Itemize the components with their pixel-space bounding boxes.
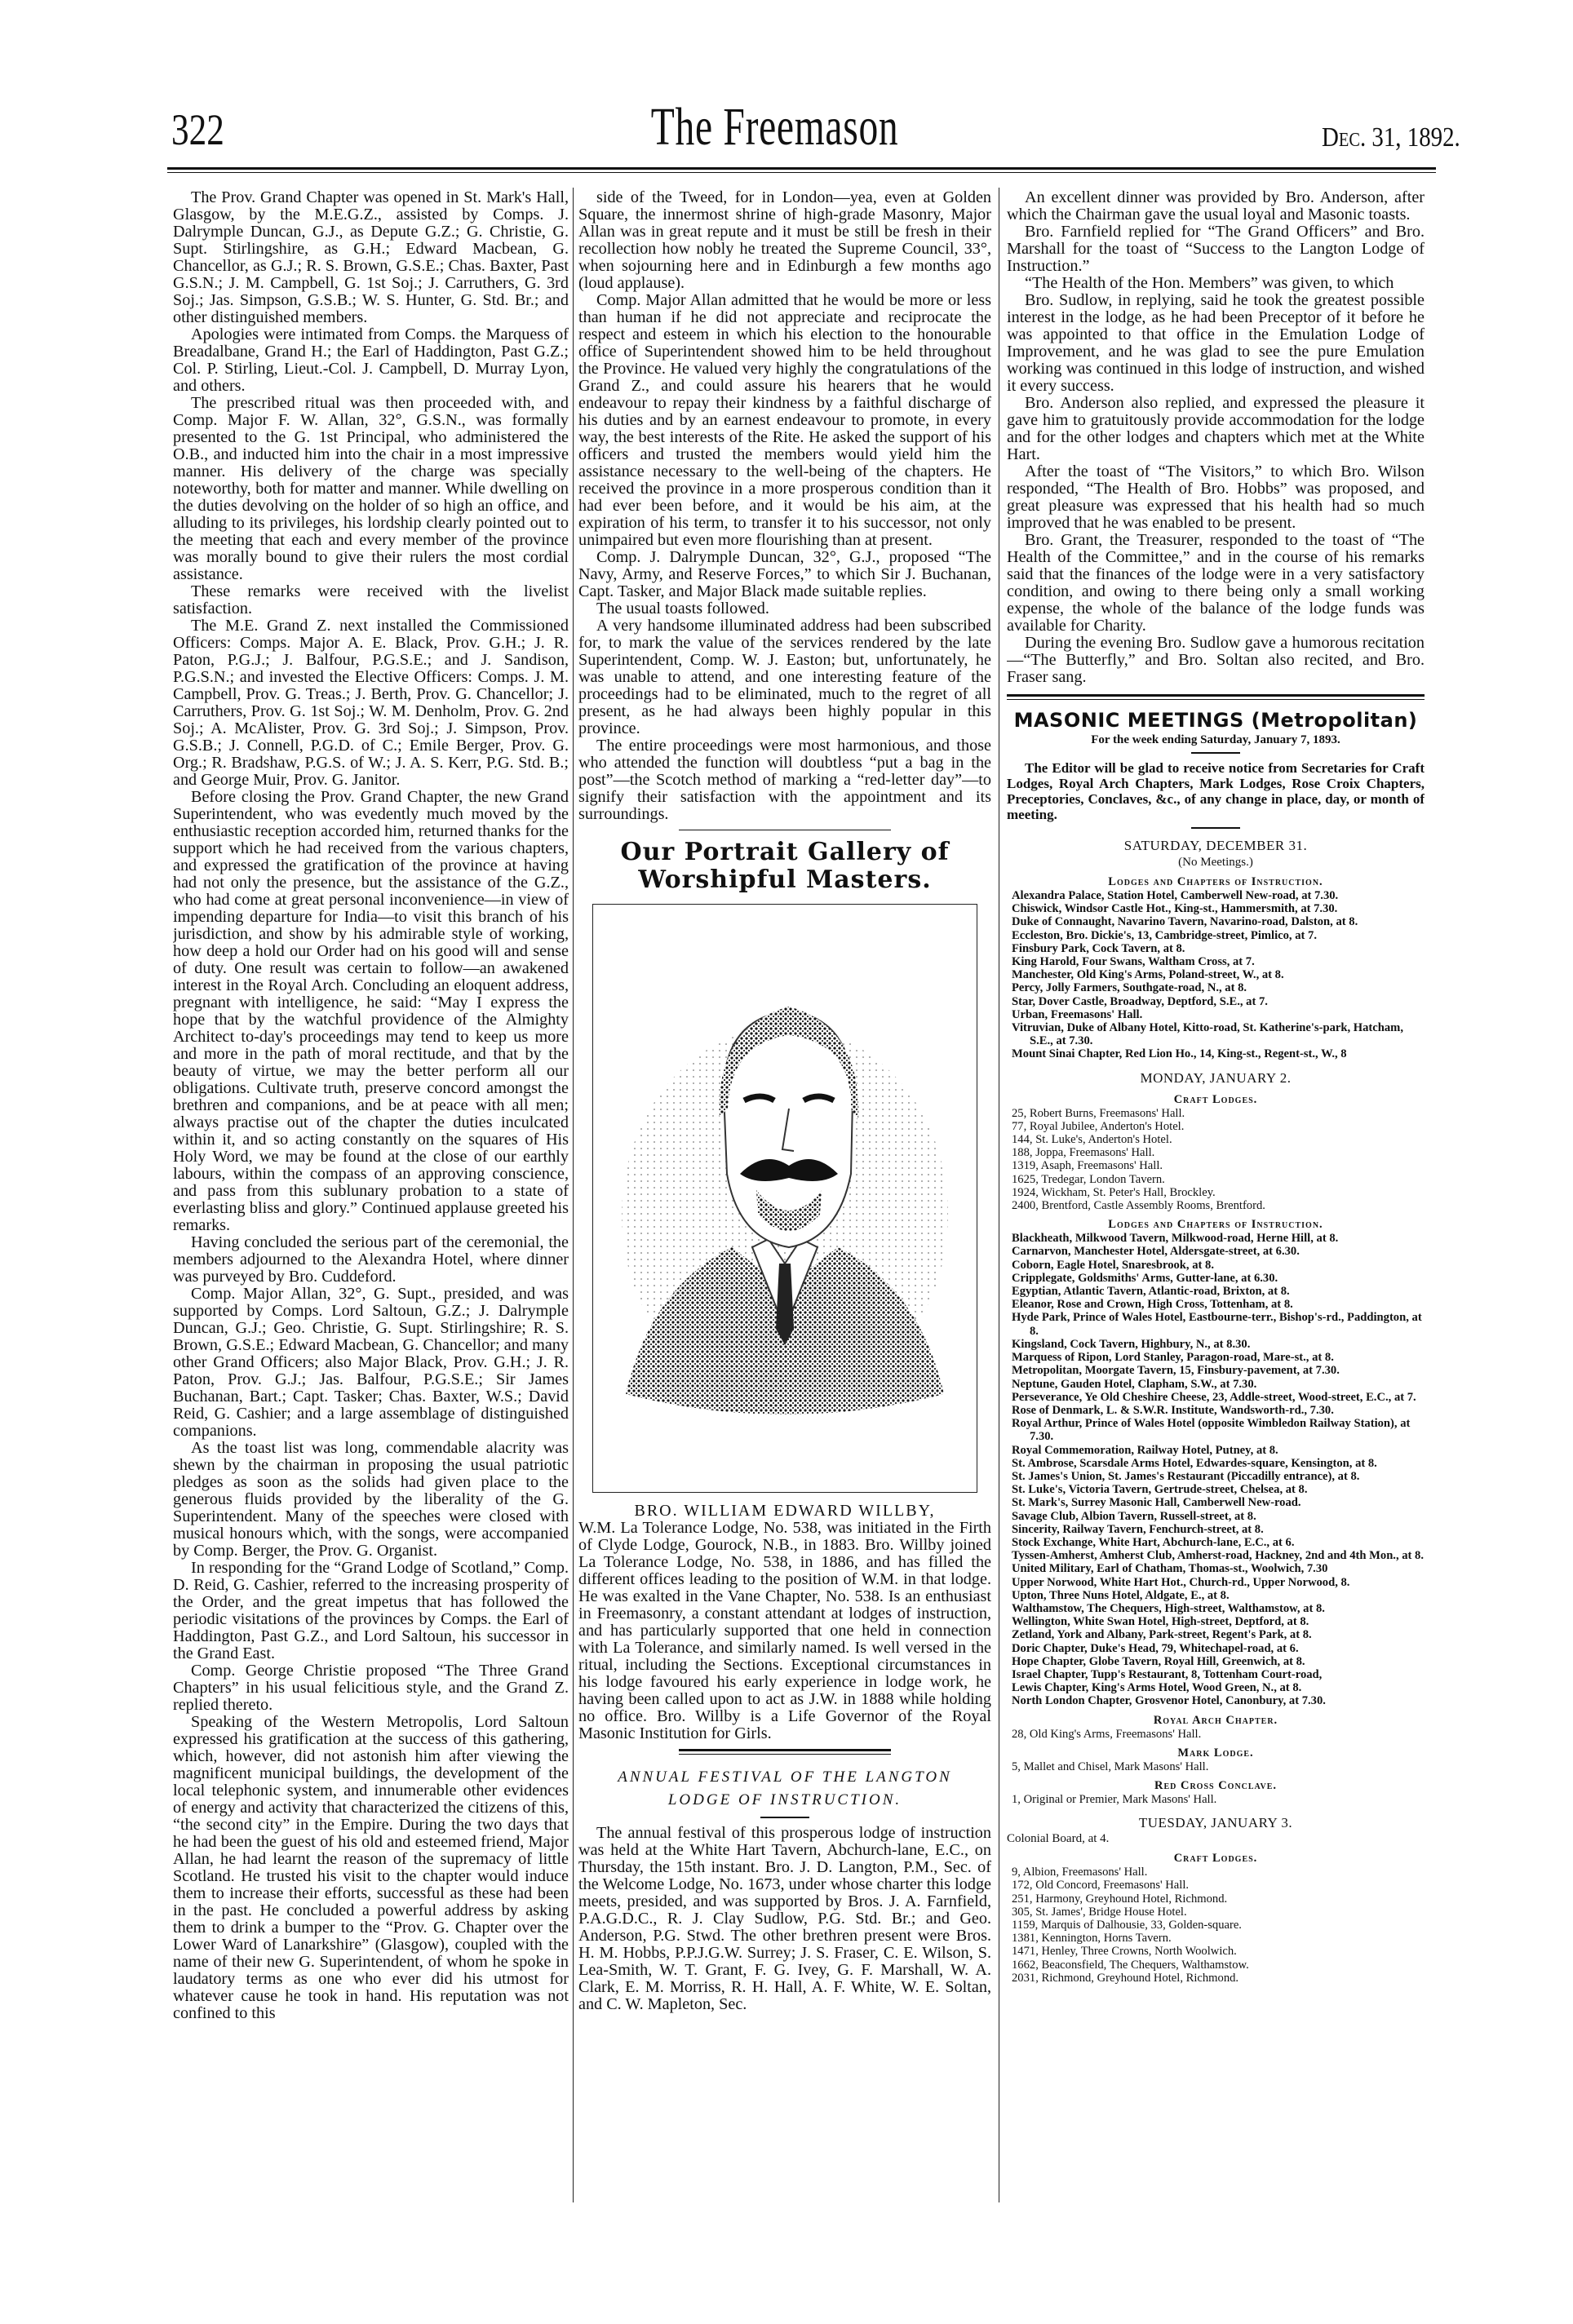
column-divider [573, 188, 574, 2202]
article-continuation [578, 189, 991, 823]
paragraph: Having concluded the serious part of the ceremonial, the members adjourned to the Alexandra Hotel, where dinner was purveyed by Bro. Cuddeford. [173, 1233, 569, 1286]
short-rule [1191, 752, 1240, 754]
meeting-entry: Eccleston, Bro. Dickie's, 13, Cambridge-street, Pimlico, at 7. [1012, 928, 1317, 942]
paragraph: Speaking of the Western Metropolis, Lord Saltoun expressed his gratification at the success of this gathering, which, however, did not astonish him after viewing the magnificent municipal buildings, the development of the local telephonic system, and innumerable other evidences of energy and activity that characterized the citizens of this, “the second city” in the Empire. During the two days that he had been the guest of his old and esteemed friend, Major Allan, he had learnt the reason of the supremacy of little Scotland. He trusted his visit to the chapter would induce them to increase their efforts, successful as these had been in the past. He concluded a powerful address by asking them to drink a bumper to the “Prov. G. Chapter over the Lower Ward of Lanarkshire” (Glasgow), coupled with the name of their new G. Superintendent, of whom he spoke in laudatory terms as one who ever did his utmost for whatever cause he took in hand. His reputation was not confined to this [173, 1713, 569, 2022]
meeting-entry: Duke of Connaught, Navarino Tavern, Navarino-road, Dalston, at 8. [1012, 915, 1358, 929]
meeting-entry: Percy, Jolly Farmers, Southgate-road, N., at 8. [1012, 981, 1247, 995]
column-1-article [173, 189, 569, 2198]
meeting-entry: 5, Mallet and Chisel, Mark Masons' Hall. [1012, 1760, 1209, 1773]
meeting-entry: Vitruvian, Duke of Albany Hotel, Kitto-road, St. Katherine's-park, Hatcham, S.E., at 7.30. [1012, 1021, 1403, 1048]
meeting-entry: 172, Old Concord, Freemasons' Hall. [1012, 1879, 1190, 1892]
festival-continuation [1007, 189, 1425, 686]
festival-heading: ANNUAL FESTIVAL OF THE LANGTON LODGE OF INSTRUCTION. [618, 1768, 952, 1808]
paragraph: side of the Tweed, for in London—yea, even at Golden Square, the innermost shrine of high-grade Masonry, Major Allan was in great repute and it must be still be fresh in their recollection how nobly he treated the Supreme Council, 33°, when sojourning here and in Edinburgh a few months ago (loud applause). [578, 189, 991, 292]
meeting-entry: Chiswick, Windsor Castle Hot., King-st., Hammersmith, at 7.30. [1012, 902, 1338, 916]
meeting-entry: 1319, Asaph, Freemasons' Hall. [1012, 1159, 1163, 1173]
meeting-entry: 1159, Marquis of Dalhousie, 33, Golden-square. [1012, 1919, 1242, 1932]
meeting-entry: St. Mark's, Surrey Masonic Hall, Camberwell New-road. [1012, 1496, 1301, 1510]
meeting-entry: Metropolitan, Moorgate Tavern, 15, Finsbury-pavement, at 7.30. [1012, 1364, 1340, 1378]
mark-lodge-list [1007, 1760, 1425, 1773]
meeting-entry: Perseverance, Ye Old Cheshire Cheese, 23, Addle-street, Wood-street, E.C., at 7. [1012, 1390, 1416, 1404]
meeting-entry: Lewis Chapter, King's Arms Hotel, Wood Green, N., at 8. [1012, 1681, 1302, 1695]
day-heading-tuesday: TUESDAY, JANUARY 3. [1138, 1815, 1293, 1831]
meeting-entry: Manchester, Old King's Arms, Poland-street, W., at 8. [1012, 968, 1284, 982]
paragraph: During the evening Bro. Sudlow gave a humorous recitation—“The Butterfly,” and Bro. Soltan also recited, and Bro. Fraser sang. [1007, 634, 1425, 686]
monday-craft-list [1007, 1107, 1425, 1213]
meeting-entry: Hyde Park, Prince of Wales Hotel, Eastbourne-terr., Bishop's-rd., Paddington, at 8. [1012, 1311, 1422, 1338]
paragraph: Bro. Farnfield replied for “The Grand Officers” and Bro. Marshall for the toast of “Success to the Langton Lodge of Instruction.” [1007, 223, 1425, 275]
paragraph: After the toast of “The Visitors,” to which Bro. Wilson responded, “The Health of Bro. Hobbs” was proposed, and great pleasure was expressed that his health had so much improved that he was enabled to be present. [1007, 463, 1425, 532]
meeting-entry: St. James's Union, St. James's Restaurant (Piccadilly entrance), at 8. [1012, 1469, 1360, 1483]
meeting-entry: Israel Chapter, Tupp's Restaurant, 8, Tottenham Court-road, [1012, 1667, 1323, 1681]
meeting-entry: Urban, Freemasons' Hall. [1012, 1007, 1143, 1021]
paragraph: An excellent dinner was provided by Bro. Anderson, after which the Chairman gave the usual loyal and Masonic toasts. [1007, 189, 1425, 224]
day-heading-saturday: SATURDAY, DECEMBER 31. [1123, 838, 1308, 853]
masthead-title [220, 96, 1353, 158]
paragraph: These remarks were received with the livelist satisfaction. [173, 582, 569, 618]
meeting-entry: Blackheath, Milkwood Tavern, Milkwood-road, Herne Hill, at 8. [1012, 1232, 1339, 1246]
meeting-entry: Sincerity, Railway Tavern, Fenchurch-street, at 8. [1012, 1522, 1264, 1536]
meeting-entry: North London Chapter, Grosvenor Hotel, Canonbury, at 7.30. [1012, 1694, 1326, 1708]
portrait-engraving [592, 904, 977, 1493]
meeting-entry: 1471, Henley, Three Crowns, North Woolwich. [1012, 1945, 1237, 1959]
monday-instruction-list [1007, 1232, 1425, 1707]
meeting-entry: Savage Club, Albion Tavern, Russell-street, at 8. [1012, 1509, 1256, 1523]
meeting-entry: Rose of Denmark, L. & S.W.R. Institute, Wandsworth-rd., 7.30. [1012, 1403, 1334, 1417]
no-meetings-note: (No Meetings.) [1178, 856, 1253, 869]
header-rule-thin [167, 172, 1436, 173]
meeting-entry: Upper Norwood, White Hart Hot., Church-rd., Upper Norwood, 8. [1012, 1575, 1350, 1589]
issue-date: Dec. 31, 1892. [1322, 122, 1460, 153]
masthead-title-text: The Freemason [650, 97, 899, 157]
meetings-subtitle: For the week ending Saturday, January 7, 1893. [1091, 733, 1340, 746]
meeting-entry: Wellington, White Swan Hotel, High-street, Deptford, at 8. [1012, 1615, 1309, 1629]
paragraph: The Prov. Grand Chapter was opened in St. Mark's Hall, Glasgow, by the M.E.G.Z., assisted by Comps. J. Dalrymple Duncan, G.J., as Depute G.Z.; G. Christie, G. Supt. Stirlingshire, as G.H.; Edward Macbean, G. Chancellor, as G.J.; R. S. Brown, G.S.E.; Chas. Baxter, Past G.S.N.; J. M. Campbell, G. 1st Soj.; J. Carruthers, G. 3rd Soj.; Jas. Simpson, G.S.B.; W. S. Hunter, G. Std. Br.; and other distinguished members. [173, 189, 569, 326]
meeting-entry: Stock Exchange, White Hart, Abchurch-lane, E.C., at 6. [1012, 1535, 1295, 1549]
meeting-entry: United Military, Earl of Chatham, Thomas-st., Woolwich, 7.30 [1012, 1562, 1328, 1576]
festival-paragraph: The annual festival of this prosperous lodge of instruction was held at the White Hart Tavern, Abchurch-lane, E.C., on Thursday, the 15th instant. Bro. J. D. Langton, P.M., Sec. of the Welcome Lodge, No. 1673, under whose charter this lodge meets, presided, and was supported by Bros. J. A. Farnfield, P.A.G.D.C., R. J. Clay Sudlow, P.G. Std. Br.; and Geo. Anderson, P.G. Stwd. The other brethren present were Bros. H. M. Hobbs, P.P.J.G.W. Surrey; J. S. Fraser, C. E. Wilson, S. Lea-Smith, W. T. Grant, F. G. Ivey, G. F. Marshall, W. A. Clark, E. M. Morriss, R. H. Hall, A. F. White, W. E. Soltan, and C. W. Mapleton, Sec. [578, 1824, 991, 2013]
meeting-entry: Star, Dover Castle, Broadway, Deptford, S.E., at 7. [1012, 994, 1268, 1008]
section-heading: Lodges and Chapters of Instruction. [1108, 1218, 1323, 1232]
meeting-entry: Carnarvon, Manchester Hotel, Aldersgate-street, at 6.30. [1012, 1245, 1300, 1259]
paragraph: “The Health of the Hon. Members” was given, to which [1025, 274, 1394, 292]
portrait-bust-image [593, 905, 977, 1492]
meeting-entry: 28, Old King's Arms, Freemasons' Hall. [1012, 1727, 1202, 1741]
meeting-entry: 1924, Wickham, St. Peter's Hall, Brockley. [1012, 1185, 1216, 1199]
section-heading: Lodges and Chapters of Instruction. [1108, 875, 1323, 888]
meeting-entry: Hope Chapter, Globe Tavern, Royal Hill, Greenwich, at 8. [1012, 1654, 1305, 1668]
royal-arch-list [1007, 1728, 1425, 1741]
section-heading: Mark Lodge. [1177, 1746, 1254, 1760]
meeting-entry: Mount Sinai Chapter, Red Lion Ho., 14, King-st., Regent-st., W., 8 [1012, 1047, 1347, 1061]
page-number: 322 [171, 105, 224, 154]
meetings-title: MASONIC MEETINGS (Metropolitan) [1013, 709, 1418, 732]
meeting-entry: St. Ambrose, Scarsdale Arms Hotel, Edwardes-square, Kensington, at 8. [1012, 1456, 1377, 1470]
paragraph: Comp. Major Allan admitted that he would be more or less than human if he did not appreciate and reciprocate the respect and esteem in which his election to the honourable office of Superintendent showed him to be held throughout the Province. He valued very highly the congratulations of the Grand Z., and could assure his hearers that he would endeavour to repay their kindness by a faithful discharge of his duties and by an earnest endeavour to promote, in every way, the best interests of the Rite. He asked the support of his officers and trusted the members would yield him the assistance necessary to the well-being of the chapters. He received the province in a more prosperous condition than it had ever been before, and it would be his aim, at the expiration of his term, to transfer it to his successor, not only unimpaired but even more flourishing than at present. [578, 291, 991, 549]
colonial-board-note: Colonial Board, at 4. [1007, 1832, 1110, 1846]
meeting-entry: Tyssen-Amherst, Amherst Club, Amherst-road, Hackney, 2nd and 4th Mon., at 8. [1012, 1549, 1425, 1563]
meeting-entry: 144, St. Luke's, Anderton's Hotel. [1012, 1133, 1172, 1147]
paragraph: Comp. George Christie proposed “The Three Grand Chapters” in his usual felicitious style, and the Grand Z. replied thereto. [173, 1662, 569, 1714]
meeting-entry: 1662, Beaconsfield, The Chequers, Walthamstow. [1012, 1958, 1249, 1972]
biography-paragraph: W.M. La Tolerance Lodge, No. 538, was initiated in the Firth of Clyde Lodge, Gourock, N.B., in 1883. Bro. Willby joined La Tolerance Lodge, No. 538, in 1886, and has filled the different offices leading to the position of W.M. in that lodge. He was exalted in the Vane Chapter, No. 538. Is an enthusiast in Freemasonry, a constant attendant at lodges of instruction, and has particularly supported that one held in connection with La Tolerance, and similarly named. Is well versed in the ritual, including the Sections. Exceptional circumstances in his lodge favoured his early experience in lodge work, he having been called upon to act as J.W. in 1888 while holding no office. Bro. Willby is a Life Governor of the Royal Masonic Institution for Girls. [578, 1519, 991, 1742]
section-heading: Craft Lodges. [1173, 1852, 1258, 1866]
short-rule [760, 1817, 809, 1818]
gallery-heading: Our Portrait Gallery of Worshipful Masters. [620, 838, 950, 894]
tuesday-craft-list [1007, 1866, 1425, 1985]
meeting-entry: Royal Commemoration, Railway Hotel, Putney, at 8. [1012, 1443, 1278, 1457]
paragraph: A very handsome illuminated address had been subscribed for, to mark the value of the services rendered by the late Superintendent, Comp. W. J. Easton; but, unfortunately, he was unable to attend, and one interesting feature of the proceedings had to be eliminated, much to the regret of all present, as he had always been highly popular in this province. [578, 617, 991, 737]
paragraph: As the toast list was long, commendable alacrity was shewn by the chairman in proposing the usual patriotic pledges as soon as the solids had given place to the generous fluids provided by the liberality of the G. Superintendent. Many of the speeches were closed with musical honours which, with the songs, were accompanied by Comp. Berger, the Prov. G. Organist. [173, 1439, 569, 1560]
meeting-entry: Alexandra Palace, Station Hotel, Camberwell New-road, at 7.30. [1012, 889, 1339, 902]
meeting-entry: 1, Original or Premier, Mark Masons' Hall. [1012, 1792, 1217, 1806]
red-cross-list [1007, 1793, 1425, 1806]
meeting-entry: Eleanor, Rose and Crown, High Cross, Tottenham, at 8. [1012, 1298, 1293, 1312]
meeting-entry: 1381, Kennington, Horns Tavern. [1012, 1932, 1172, 1946]
meeting-entry: 188, Joppa, Freemasons' Hall. [1012, 1146, 1155, 1160]
paragraph: Bro. Grant, the Treasurer, responded to the toast of “The Health of the Committee,” and in the course of his remarks said that the finances of the lodge were in a very satisfactory condition, and owing to there being only a small working expense, the whole of the balance of the lodge funds was available for Charity. [1007, 531, 1425, 635]
meeting-entry: Neptune, Gauden Hotel, Clapham, S.W., at 7.30. [1012, 1377, 1257, 1391]
meeting-entry: 2400, Brentford, Castle Assembly Rooms, Brentford. [1012, 1199, 1265, 1213]
section-rule-double [1007, 694, 1425, 700]
paragraph: In responding for the “Grand Lodge of Scotland,” Comp. D. Reid, G. Cashier, referred to the increasing prosperity of the Order, and the great impetus that has followed the periodic visitations of the provinces by Comps. the Earl of Haddington, Past G.Z., and Lord Saltoun, his successor in the Grand East. [173, 1559, 569, 1662]
saturday-instruction-list [1007, 889, 1425, 1061]
paragraph: Before closing the Prov. Grand Chapter, the new Grand Superintendent, who was evedently much moved by the enthusiastic reception accorded him, returned thanks for the support which he had received from the various chapters, and expressed the gratification of the province at having had not only the presence, but the assistance of the G.Z., who had come at great personal inconvenience—in view of impending departure for India—to visit this branch of his jurisdiction, and show by his admirable style of working, how deep a hold our Order had on his good will and sense of duty. One result was certain to follow—an awakened interest in the Royal Arch. Concluding an eloquent address, pregnant with intelligence, he said: “May I express the hope that by the watchful providence of the Almighty Architect to-day's proceedings may tend to keep us more and more in the path of moral rectitude, and that by the beauty of virtue, we may the better perform all our obligations. Cultivate truth, preserve concord amongst the brethren and companions, and be at peace with all men; always practise out of the chapter the duties inculcated within it, and so acting constantly on the squares of His Holy Word, we may be found at the close of our earthly labours, within the compass of an approving conscience, and pass from this sublunary probation to a state of everlasting bliss and glory.” Continued applause greeted his remarks. [173, 788, 569, 1234]
meeting-entry: Royal Arthur, Prince of Wales Hotel (opposite Wimbledon Railway Station), at 7.30. [1012, 1417, 1411, 1444]
meeting-entry: Zetland, York and Albany, Park-street, Regent's Park, at 8. [1012, 1628, 1312, 1642]
paragraph: Apologies were intimated from Comps. the Marquess of Breadalbane, Grand H.; the Earl of Haddington, Past G.Z.; Col. P. Stirling, Lieut.-Col. J. Campbell, D. Murray Lyon, and others. [173, 325, 569, 395]
meeting-entry: 2031, Richmond, Greyhound Hotel, Richmond. [1012, 1971, 1239, 1985]
paragraph: The M.E. Grand Z. next installed the Commissioned Officers: Comps. Major A. E. Black, Prov. G.H.; J. R. Paton, P.G.J.; J. Balfour, P.G.S.E.; and J. Sandison, P.G.S.N.; and invested the Elective Officers: Comps. J. M. Campbell, Prov. G. Treas.; J. Berth, Prov. G. Chancellor; J. Carruthers, Prov. G. 1st Soj.; W. M. Denholm, Prov. G. 2nd Soj.; A. McAlister, Prov. G. 3rd Soj.; J. Simpson, Prov. G.S.B.; J. Connell, P.G.D. of C.; Emile Berger, Prov. G. Org.; R. Bradshaw, P.G.S. of W.; J. A. S. Kerr, P.G. Std. B.; and George Muir, Prov. G. Janitor. [173, 617, 569, 789]
meeting-entry: Coborn, Eagle Hotel, Snaresbrook, at 8. [1012, 1258, 1214, 1272]
meeting-entry: Finsbury Park, Cock Tavern, at 8. [1012, 941, 1185, 955]
editor-note: The Editor will be glad to receive notice from Secretaries for Craft Lodges, Royal Arch Chapters, Mark Lodges, Rose Croix Chapters, Preceptories, Conclaves, &c., of any change in place, day, or month of meeting. [1007, 760, 1425, 822]
meeting-entry: 25, Robert Burns, Freemasons' Hall. [1012, 1106, 1185, 1120]
short-rule [1191, 827, 1240, 829]
column-2 [578, 189, 991, 2198]
meeting-entry: 77, Royal Jubilee, Anderton's Hotel. [1012, 1119, 1185, 1133]
meeting-entry: Kingsland, Cock Tavern, Highbury, N., at 8.30. [1012, 1337, 1251, 1351]
column-3 [1007, 189, 1425, 2198]
meeting-entry: Marquess of Ripon, Lord Stanley, Paragon-road, Mare-st., at 8. [1012, 1351, 1334, 1365]
day-heading-monday: MONDAY, JANUARY 2. [1140, 1069, 1292, 1086]
meeting-entry: 9, Albion, Freemasons' Hall. [1012, 1866, 1148, 1879]
section-heading: Red Cross Conclave. [1154, 1778, 1278, 1792]
section-heading: Royal Arch Chapter. [1153, 1713, 1278, 1727]
paragraph: The entire proceedings were most harmonious, and those who attended the function will doubtless “put a bag in the post”—the Scotch method of marking a “red-letter day”—to signify their satisfaction with the appointment and its surroundings. [578, 737, 991, 823]
meeting-entry: St. Luke's, Victoria Tavern, Gertrude-street, Chelsea, at 8. [1012, 1483, 1308, 1497]
meeting-entry: Upton, Three Nuns Hotel, Aldgate, E., at 8. [1012, 1588, 1230, 1602]
meeting-entry: Walthamstow, The Chequers, High-street, Walthamstow, at 8. [1012, 1601, 1325, 1615]
header-rule [167, 167, 1436, 170]
meeting-entry: Cripplegate, Goldsmiths' Arms, Gutter-lane, at 6.30. [1012, 1271, 1278, 1285]
meeting-entry: 305, St. James', Bridge House Hotel. [1012, 1905, 1187, 1919]
meeting-entry: Doric Chapter, Duke's Head, 79, Whitechapel-road, at 6. [1012, 1641, 1299, 1655]
meeting-entry: Egyptian, Atlantic Tavern, Atlantic-road, Brixton, at 8. [1012, 1285, 1290, 1299]
paragraph: Comp. Major Allan, 32°, G. Supt., presided, and was supported by Comps. Lord Saltoun, G.Z.; J. Dalrymple Duncan, G.J.; Geo. Christie, G. Supt. Stirlingshire; R. S. Brown, G.S.E.; Edward Macbean, G. Chancellor; and many other Grand Officers; also Major Black, Prov. G.H.; J. R. Paton, Prov. G.J.; Jas. Balfour, P.G.S.E.; Sir James Buchanan, Bart.; Capt. Tasker; Chas. Baxter, W.S.; David Reid, G. Cashier; and a large assemblage of distinguished companions. [173, 1285, 569, 1440]
paragraph: Bro. Anderson also replied, and expressed the pleasure it gave him to gratuitously provide accommodation for the lodge and for the other lodges and chapters which met at the White Hart. [1007, 394, 1425, 463]
paragraph: The prescribed ritual was then proceeded with, and Comp. Major F. W. Allan, 32°, G.S.N., was formally presented to the G. 1st Principal, who administered the O.B., and inducted him into the chair in a most impressive manner. His delivery of the charge was specially noteworthy, both for matter and manner. While dwelling on the duties devolving on the holder of so high an office, and alluding to its privileges, his lordship clearly pointed out to the meeting that each and every member of the province was morally bound to give their rulers the most cordial assistance. [173, 394, 569, 583]
paragraph: Bro. Sudlow, in replying, said he took the greatest possible interest in the lodge, as he had been Preceptor of it before he was appointed to that office in the Emulation Lodge of Improvement, and he was glad to see the pure Emulation working was continued in this lodge of instruction, and wished it every success. [1007, 291, 1425, 395]
section-heading: Craft Lodges. [1173, 1092, 1258, 1106]
section-rule-double [679, 1749, 891, 1755]
paragraph: Comp. J. Dalrymple Duncan, 32°, G.J., proposed “The Navy, Army, and Reserve Forces,” to which Sir J. Buchanan, Capt. Tasker, and Major Black made suitable replies. [578, 548, 991, 600]
portrait-caption: BRO. WILLIAM EDWARD WILLBY, [634, 1502, 936, 1520]
meeting-entry: King Harold, Four Swans, Waltham Cross, at 7. [1012, 955, 1255, 969]
meeting-entry: 1625, Tredegar, London Tavern. [1012, 1172, 1165, 1186]
paragraph: The usual toasts followed. [596, 600, 769, 618]
meeting-entry: 251, Harmony, Greyhound Hotel, Richmond. [1012, 1892, 1228, 1906]
